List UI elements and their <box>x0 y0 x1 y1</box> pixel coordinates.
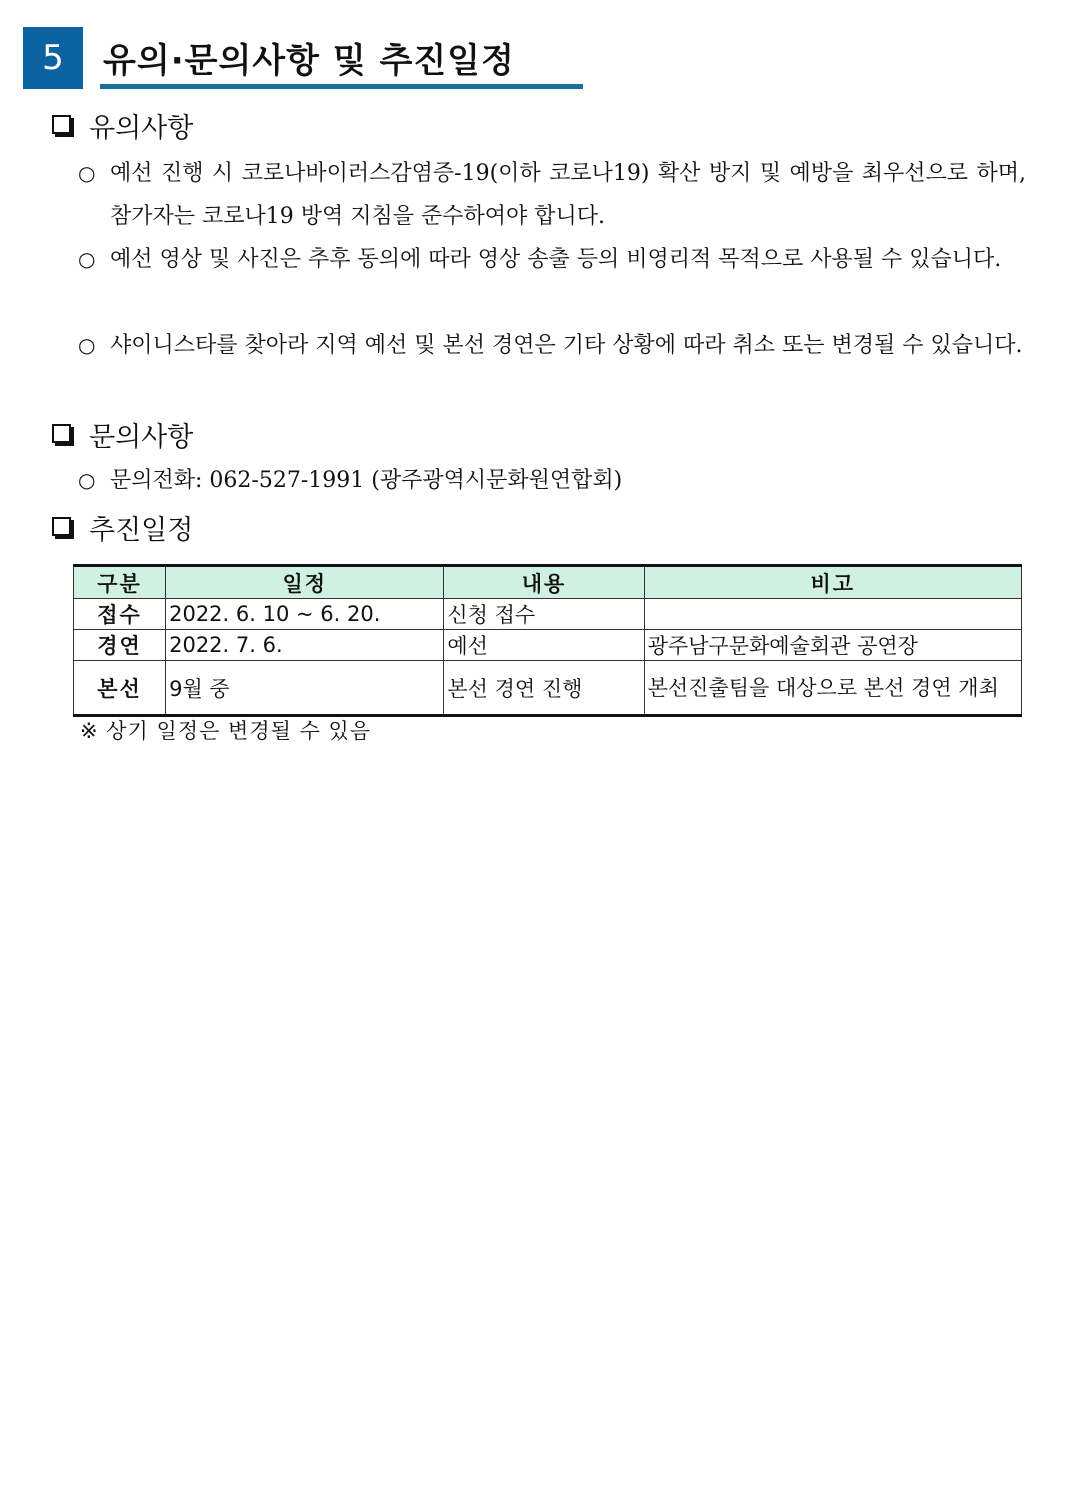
table-row <box>74 661 1022 716</box>
table-header-row <box>74 566 1022 599</box>
inquiry-heading-label: 문의사항 <box>89 422 194 453</box>
row-category: 본선 <box>74 661 166 716</box>
notes-heading-label: 유의사항 <box>89 113 194 144</box>
note-text-2: 예선 영상 및 사진은 추후 동의에 따라 영상 송출 등의 비영리적 목적으로 사용될 수 있습니다. <box>110 247 1002 272</box>
row-category: 접수 <box>74 599 166 630</box>
checkbox-square-icon <box>52 517 71 536</box>
header-note: 비고 <box>644 566 1021 599</box>
header-content: 내용 <box>444 566 644 599</box>
checkbox-square-icon <box>52 115 71 134</box>
row-category: 경연 <box>74 630 166 661</box>
row-date: 2022. 7. 6. <box>166 630 444 661</box>
checkbox-square-icon <box>52 424 71 443</box>
note-item-1 <box>78 152 1026 238</box>
circle-bullet-icon: ○ <box>78 468 96 492</box>
row-note: 광주남구문화예술회관 공연장 <box>644 630 1021 661</box>
table-row <box>74 630 1022 661</box>
inquiry-text: 문의전화: 062-527-1991 (광주광역시문화원연합회) <box>110 468 623 493</box>
section-title-underline <box>100 84 583 89</box>
row-date: 2022. 6. 10 ~ 6. 20. <box>166 599 444 630</box>
inquiry-item <box>78 459 1026 502</box>
row-note <box>644 599 1021 630</box>
circle-bullet-icon: ○ <box>78 333 96 357</box>
row-note: 본선진출팀을 대상으로 본선 경연 개최 <box>644 661 1021 716</box>
row-date: 9월 중 <box>166 661 444 716</box>
inquiry-heading <box>52 415 193 454</box>
schedule-heading-label: 추진일정 <box>89 515 194 546</box>
note-item-3 <box>78 324 1026 367</box>
schedule-table <box>73 564 1022 717</box>
section-title: 유의·문의사항 및 추진일정 <box>103 41 515 81</box>
schedule-remark: ※ 상기 일정은 변경될 수 있음 <box>80 719 372 743</box>
row-content: 본선 경연 진행 <box>444 661 644 716</box>
section-header <box>23 27 583 89</box>
circle-bullet-icon: ○ <box>78 161 96 185</box>
section-number-badge: 5 <box>23 27 83 89</box>
table-row <box>74 599 1022 630</box>
circle-bullet-icon: ○ <box>78 247 96 271</box>
header-date: 일정 <box>166 566 444 599</box>
header-category: 구분 <box>74 566 166 599</box>
schedule-heading <box>52 508 193 547</box>
row-content: 신청 접수 <box>444 599 644 630</box>
note-text-1: 예선 진행 시 코로나바이러스감염증-19(이하 코로나19) 확산 방지 및 예방을 최우선으로 하며, 참가자는 코로나19 방역 지침을 준수하여야 합니다. <box>110 161 1026 229</box>
notes-heading <box>52 106 193 145</box>
note-text-3: 샤이니스타를 찾아라 지역 예선 및 본선 경연은 기타 상황에 따라 취소 또는 변경될 수 있습니다. <box>110 333 1023 358</box>
row-content: 예선 <box>444 630 644 661</box>
note-item-2 <box>78 238 1026 281</box>
